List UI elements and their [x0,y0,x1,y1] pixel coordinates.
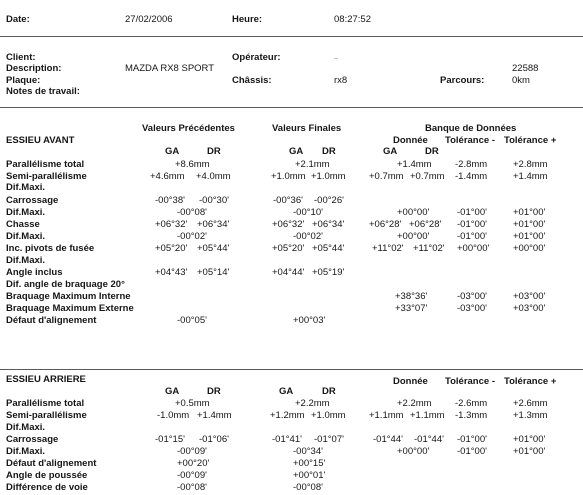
bank-value: +2.2mm [397,398,432,409]
prev-value: -00°08' [177,482,207,493]
rear-donnee-header: Donnée [393,376,428,387]
tol-plus-value: +01°00' [513,207,546,218]
final-dr-value: +1.0mm [311,410,346,421]
bank-tol-minus-header: Tolérance - [445,135,495,146]
rear-section-title: ESSIEU ARRIERE [6,374,86,385]
tol-minus-value: -03°00' [457,303,487,314]
final-value: -00°08' [293,482,323,493]
final-ga-value: -01°41' [272,434,302,445]
final-value: -00°34' [293,446,323,457]
tol-minus-value: -01°00' [457,207,487,218]
row-label: Défaut d'alignement [6,458,97,469]
row-label: Inc. pivots de fusée [6,243,95,254]
prev-dr-value: +05°14' [197,267,230,278]
bank-dr-value: +1.1mm [410,410,445,421]
tol-plus-value: +01°00' [513,434,546,445]
rear-prev-dr-header: DR [207,386,221,397]
prev-ga-value: +4.6mm [150,171,185,182]
row-label: Braquage Maximum Externe [6,303,134,314]
tol-minus-value: +00°00' [457,243,490,254]
prev-dr-value: +1.4mm [197,410,232,421]
final-dr-value: -01°07' [314,434,344,445]
final-value: +2.2mm [295,398,330,409]
bank-ga-value: +06°28' [369,219,402,230]
final-dr-value: +05°44' [312,243,345,254]
final-ga-value: +1.0mm [271,171,306,182]
info-divider [0,107,583,108]
bank-ga-value: +1.1mm [369,410,404,421]
prev-value: -00°09' [177,446,207,457]
col-bank-header: Banque de Données [425,123,517,134]
tol-plus-value: +1.3mm [513,410,548,421]
description-value: MAZDA RX8 SPORT [125,63,215,74]
final-ga-header: GA [289,146,304,157]
rear-final-dr-header: DR [322,386,336,397]
front-section-title: ESSIEU AVANT [6,135,75,146]
prev-dr-value: +4.0mm [196,171,231,182]
final-ga-value: +1.2mm [270,410,305,421]
bank-ga-value: -01°44' [373,434,403,445]
tol-plus-value: +1.4mm [513,171,548,182]
row-label: Carrossage [6,434,59,445]
prev-ga-value: -00°38' [155,195,185,206]
prev-ga-header: GA [165,146,180,157]
row-label: Parallélisme total [6,398,85,409]
rear-tol-minus-header: Tolérance - [445,376,495,387]
bank-tol-plus-header: Tolérance + [504,135,557,146]
tol-minus-value: -01°00' [457,219,487,230]
col-final-header: Valeurs Finales [272,123,342,134]
final-value: +2.1mm [295,159,330,170]
final-dr-value: -00°26' [314,195,344,206]
tol-plus-value: +2.8mm [513,159,548,170]
final-ga-value: +04°44' [272,267,305,278]
row-label: Parallélisme total [6,159,85,170]
row-label: Angle de poussée [6,470,88,481]
operator-label: Opérateur: [232,52,281,63]
tol-minus-value: -01°00' [457,231,487,242]
bank-ga-header: GA [383,146,398,157]
prev-value: +0.5mm [175,398,210,409]
rear-tol-plus-header: Tolérance + [504,376,557,387]
final-dr-value: +05°19' [312,267,345,278]
final-value: +00°03' [293,315,326,326]
time-value: 08:27:52 [334,14,371,25]
row-label: Dif.Maxi. [6,182,46,193]
prev-ga-value: -1.0mm [157,410,190,421]
bank-dr-value: +06°28' [409,219,442,230]
row-label: Dif.Maxi. [6,446,46,457]
bank-value: +00°00' [397,446,430,457]
bank-value: +00°00' [397,231,430,242]
row-label: Semi-parallélisme [6,410,87,421]
final-value: +00°01' [293,470,326,481]
tol-minus-value: -1.3mm [455,410,488,421]
prev-value: +00°20' [177,458,210,469]
prev-ga-value: -01°15' [155,434,185,445]
rear-final-ga-header: GA [279,386,294,397]
prev-dr-value: -00°30' [199,195,229,206]
operator-value: .. [334,54,338,61]
description-label: Description: [6,63,62,74]
row-label: Carrossage [6,195,59,206]
bank-ga-value: +0.7mm [369,171,404,182]
date-label: Date: [6,14,30,25]
time-label: Heure: [232,14,263,25]
rear-divider [0,369,583,370]
notes-label: Notes de travail: [6,86,80,97]
tol-minus-value: -03°00' [457,291,487,302]
row-label: Dif.Maxi. [6,207,46,218]
prev-value: +8.6mm [175,159,210,170]
final-dr-value: +06°34' [312,219,345,230]
bank-value: +00°00' [397,207,430,218]
row-label: Braquage Maximum Interne [6,291,131,302]
row-label: Semi-parallélisme [6,171,87,182]
tol-plus-value: +03°00' [513,291,546,302]
bank-dr-value: +11°02' [413,243,445,254]
row-label: Angle inclus [6,267,63,278]
col-prev-header: Valeurs Précédentes [142,123,235,134]
bank-dr-header: DR [425,146,439,157]
client-label: Client: [6,52,36,63]
final-value: -00°10' [293,207,323,218]
tol-plus-value: +01°00' [513,231,546,242]
date-value: 27/02/2006 [125,14,173,25]
tol-minus-value: -01°00' [457,446,487,457]
final-ga-value: +06°32' [272,219,305,230]
chassis-value: rx8 [334,75,348,86]
prev-value: -00°05' [177,315,207,326]
prev-value: -00°02' [177,231,207,242]
chassis-label: Châssis: [232,75,272,86]
parcours-label: Parcours: [440,75,485,86]
tol-minus-value: -2.6mm [455,398,488,409]
rear-prev-ga-header: GA [165,386,180,397]
prev-dr-header: DR [207,146,221,157]
final-value: +00°15' [293,458,326,469]
plate-label: Plaque: [6,75,41,86]
bank-value: +33°07' [395,303,428,314]
prev-ga-value: +04°43' [155,267,188,278]
row-label: Défaut d'alignement [6,315,97,326]
bank-value: +38°36' [395,291,428,302]
bank-dr-value: +0.7mm [410,171,445,182]
final-dr-value: +1.0mm [311,171,346,182]
tol-plus-value: +03°00' [513,303,546,314]
tol-minus-value: -2.8mm [455,159,488,170]
tol-plus-value: +01°00' [513,219,546,230]
prev-ga-value: +06°32' [155,219,188,230]
prev-value: -00°09' [177,470,207,481]
prev-dr-value: -01°06' [199,434,229,445]
tol-minus-value: -1.4mm [455,171,488,182]
prev-value: -00°08' [177,207,207,218]
final-value: -00°02' [293,231,323,242]
id-value: 22588 [512,63,539,74]
final-ga-value: -00°36' [273,195,303,206]
tol-plus-value: +2.6mm [513,398,548,409]
prev-dr-value: +05°44' [197,243,230,254]
row-label: Chasse [6,219,40,230]
tol-plus-value: +00°00' [513,243,546,254]
row-label: Différence de voie [6,482,88,493]
row-label: Dif.Maxi. [6,231,46,242]
row-label: Dif.Maxi. [6,422,46,433]
final-dr-header: DR [322,146,336,157]
tol-plus-value: +01°00' [513,446,546,457]
bank-ga-value: +11°02' [372,243,404,254]
row-label: Dif.Maxi. [6,255,46,266]
parcours-value: 0km [512,75,530,86]
bank-donnee-header: Donnée [393,135,428,146]
prev-ga-value: +05°20' [155,243,188,254]
header-divider [0,36,583,37]
tol-minus-value: -01°00' [457,434,487,445]
final-ga-value: +05°20' [272,243,305,254]
row-label: Dif. angle de braquage 20° [6,279,125,290]
bank-value: +1.4mm [397,159,432,170]
prev-dr-value: +06°34' [197,219,230,230]
bank-dr-value: -01°44' [414,434,444,445]
